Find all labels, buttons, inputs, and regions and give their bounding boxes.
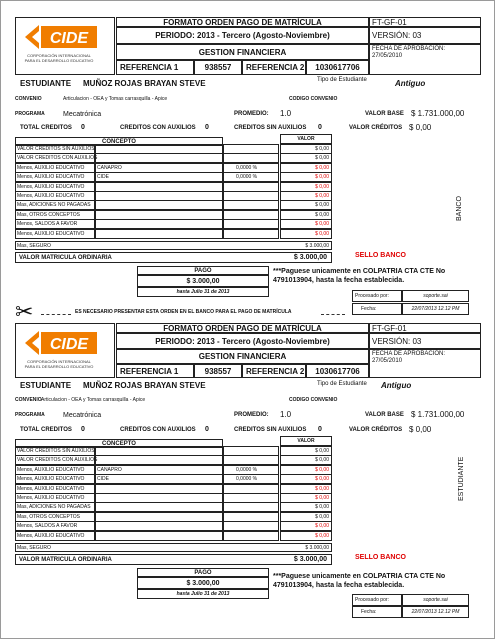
concept-label: Mas, ADICIONES NO PAGADAS	[15, 200, 95, 210]
programa-label: PROGRAMA	[15, 111, 45, 117]
programa-label: PROGRAMA	[15, 412, 45, 418]
concept-percent	[223, 229, 279, 239]
promedio-label: PROMEDIO:	[234, 111, 269, 117]
valor-base-value: $ 1.731.000,00	[411, 410, 465, 419]
codigo-convenio-label: CODIGO CONVENIO	[289, 397, 338, 403]
convenio-value: Articulacion - OEA y Tomas carrasquilla - Apice	[41, 397, 146, 403]
programa-value: Mecatrónica	[63, 412, 102, 419]
valor-base-value: $ 1.731.000,00	[411, 109, 465, 118]
concept-label: VALOR CREDITOS CON AUXILIOS	[17, 155, 98, 162]
promedio-value: 1.0	[280, 109, 292, 118]
concept-percent: 0,0000 %	[223, 474, 279, 484]
side-label-estudiante: ESTUDIANTE	[458, 456, 465, 501]
concepto-header: CONCEPTO	[15, 137, 223, 146]
concept-value: $ 0,00	[280, 229, 332, 239]
form-version: VERSIÓN: 03	[369, 333, 481, 349]
concept-label: Menos, AUXILIO EDUCATIVO	[15, 493, 95, 503]
valor-matricula-row: VALOR MATRICULA ORDINARIA $ 3.000,00	[15, 554, 332, 565]
creditos-sin-value: 0	[318, 426, 322, 433]
concept-percent: 0,0000 %	[223, 465, 279, 475]
concepto-header: CONCEPTO	[15, 439, 223, 448]
student-type-label: Tipo de Estudiante	[317, 77, 367, 83]
logo-brand-text: CIDE	[49, 30, 89, 47]
cut-note: ES NECESARIO PRESENTAR ESTA ORDEN EN EL BANCO PARA EL PAGO DE MATRÍCULA	[75, 309, 292, 315]
concept-value: $ 0,00	[280, 493, 332, 503]
creditos-con-label: CREDITOS CON AUXILIOS	[120, 427, 196, 433]
concept-detail	[95, 229, 223, 239]
valor-creditos-value: $ 0,00	[409, 123, 432, 132]
period-label: PERIODO: 2013 - Tercero (Agosto-Noviembre)	[116, 333, 369, 349]
cide-logo: CIDE CORPORACIÓN INTERNACIONAL PARA EL DESARROLLO EDUCATIVO	[19, 325, 99, 377]
concept-value: $ 0,00	[280, 502, 332, 512]
gestion-label: GESTION FINANCIERA	[116, 349, 369, 364]
concept-percent	[223, 531, 279, 541]
creditos-con-value: 0	[205, 426, 209, 433]
student-label: ESTUDIANTE	[20, 79, 72, 88]
scissors-icon: ✂	[15, 299, 34, 324]
ref2-value: 1030617706	[306, 60, 369, 75]
concept-value: $ 0,00	[280, 172, 332, 182]
form-code: FT-GF-01	[369, 323, 481, 333]
concept-label: Menos, AUXILIO EDUCATIVO	[15, 484, 95, 494]
concept-label: Menos, SALDOS A FAVOR	[15, 219, 95, 229]
programa-value: Mecatrónica	[63, 111, 102, 118]
pago-value: $ 3.000,00	[137, 275, 269, 287]
concept-label: Menos, SALDOS A FAVOR	[15, 521, 95, 531]
concept-value: $ 0,00	[280, 512, 332, 522]
concept-value: $ 0,00	[280, 446, 332, 456]
concept-value: $ 0,00	[280, 191, 332, 201]
concept-label: Mas, OTROS CONCEPTOS	[15, 210, 95, 220]
procesado-label: Procesado por:	[352, 290, 402, 302]
form-version: VERSIÓN: 03	[369, 27, 481, 44]
concept-label: Menos, AUXILIO EDUCATIVO	[15, 172, 95, 182]
student-name: MUÑOZ ROJAS BRAYAN STEVE	[83, 79, 206, 88]
pago-label: PAGO	[137, 568, 269, 577]
creditos-sin-label: CREDITOS SIN AUXILIOS	[234, 125, 307, 131]
concept-label: Menos, AUXILIO EDUCATIVO	[15, 531, 95, 541]
student-type-label: Tipo de Estudiante	[317, 381, 367, 387]
concept-detail: CIDE	[95, 474, 223, 484]
concept-value: $ 0,00	[280, 219, 332, 229]
concept-label: Mas, OTROS CONCEPTOS	[15, 512, 95, 522]
creditos-con-label: CREDITOS CON AUXILIOS	[120, 125, 196, 131]
concept-value: $ 0,00	[280, 153, 332, 163]
total-creditos-label: TOTAL CREDITOS	[20, 427, 72, 433]
concept-value: $ 0,00	[280, 484, 332, 494]
pago-deadline: hasta Julio 31 de 2013	[137, 287, 269, 297]
seguro-row: Mas, SEGURO $ 3.000,00	[15, 543, 332, 552]
concept-label: VALOR CREDITOS CON AUXILIOS	[17, 457, 98, 464]
procesado-value: soporte.sai	[402, 290, 469, 302]
pago-label: PAGO	[137, 266, 269, 275]
ref1-value: 938557	[194, 364, 242, 378]
concept-value: $ 0,00	[280, 474, 332, 484]
header-title: FORMATO ORDEN PAGO DE MATRÍCULA	[116, 17, 369, 27]
concept-value: $ 0,00	[280, 182, 332, 192]
valor-matricula-row: VALOR MATRICULA ORDINARIA $ 3.000,00	[15, 252, 332, 263]
seguro-row: Mas, SEGURO $ 3.000,00	[15, 241, 332, 250]
concept-value: $ 0,00	[280, 465, 332, 475]
ref1-label: REFERENCIA 1	[116, 364, 194, 378]
valor-creditos-label: VALOR CRÉDITOS	[349, 427, 403, 433]
valor-base-label: VALOR BASE	[365, 111, 404, 117]
fecha-label: Fecha:	[352, 303, 402, 315]
concept-detail: CANAPRO	[95, 465, 223, 475]
concept-value: $ 0,00	[280, 531, 332, 541]
concept-percent: 0,0000 %	[223, 163, 279, 173]
promedio-value: 1.0	[280, 410, 292, 419]
total-creditos-value: 0	[81, 426, 85, 433]
fecha-value: 22/07/2013 12.12 PM	[402, 606, 469, 618]
concept-value: $ 0,00	[280, 521, 332, 531]
concept-value: $ 0,00	[280, 163, 332, 173]
concept-detail: CANAPRO	[95, 163, 223, 173]
approval-date: FECHA DE APROBACIÓN: 27/05/2010	[369, 349, 481, 378]
promedio-label: PROMEDIO:	[234, 412, 269, 418]
procesado-label: Procesado por:	[352, 594, 402, 606]
creditos-sin-label: CREDITOS SIN AUXILIOS	[234, 427, 307, 433]
pago-value: $ 3.000,00	[137, 577, 269, 589]
concept-detail: CIDE	[95, 172, 223, 182]
cut-line-left	[41, 314, 71, 315]
concept-label: Menos, AUXILIO EDUCATIVO	[15, 465, 95, 475]
creditos-con-value: 0	[205, 124, 209, 131]
pago-deadline: hasta Julio 31 de 2013	[137, 589, 269, 599]
ref1-value: 938557	[194, 60, 242, 75]
concept-value: $ 0,00	[280, 200, 332, 210]
payment-note: ***Paguese unicamente en COLPATRIA CTA CTE No 4791013904, hasta la fecha establecida.	[273, 573, 446, 589]
logo-brand-text: CIDE	[49, 336, 89, 353]
concept-value: $ 0,00	[280, 455, 332, 465]
concept-label: Menos, AUXILIO EDUCATIVO	[15, 182, 95, 192]
form-code: FT-GF-01	[369, 17, 481, 27]
fecha-value: 22/07/2013 12.12 PM	[402, 303, 469, 315]
fecha-label: Fecha:	[352, 606, 402, 618]
concept-value: $ 0,00	[280, 144, 332, 154]
ref2-value: 1030617706	[306, 364, 369, 378]
gestion-label: GESTION FINANCIERA	[116, 44, 369, 60]
concept-label: Menos, AUXILIO EDUCATIVO	[15, 163, 95, 173]
valor-creditos-value: $ 0,00	[409, 425, 432, 434]
valor-header: VALOR	[280, 134, 332, 144]
ref2-label: REFERENCIA 2	[242, 364, 306, 378]
concept-percent: 0,0000 %	[223, 172, 279, 182]
codigo-convenio-label: CODIGO CONVENIO	[289, 96, 338, 102]
creditos-sin-value: 0	[318, 124, 322, 131]
concept-label: Menos, AUXILIO EDUCATIVO	[15, 474, 95, 484]
procesado-value: soporte.sai	[402, 594, 469, 606]
concept-label: Menos, AUXILIO EDUCATIVO	[15, 191, 95, 201]
convenio-label: CONVENIO	[15, 96, 42, 102]
ref2-label: REFERENCIA 2	[242, 60, 306, 75]
payment-note: ***Paguese unicamente en COLPATRIA CTA CTE No 4791013904, hasta la fecha establecida.	[273, 268, 446, 284]
approval-date: FECHA DE APROBACIÓN: 27/05/2010	[369, 44, 481, 75]
concept-label: VALOR CREDITOS SIN AUXILIOS	[17, 146, 95, 152]
ref1-label: REFERENCIA 1	[116, 60, 194, 75]
total-creditos-value: 0	[81, 124, 85, 131]
valor-base-label: VALOR BASE	[365, 412, 404, 418]
concept-label: Menos, AUXILIO EDUCATIVO	[15, 229, 95, 239]
header-title: FORMATO ORDEN PAGO DE MATRÍCULA	[116, 323, 369, 333]
student-label: ESTUDIANTE	[20, 381, 72, 390]
total-creditos-label: TOTAL CREDITOS	[20, 125, 72, 131]
student-name: MUÑOZ ROJAS BRAYAN STEVE	[83, 381, 206, 390]
period-label: PERIODO: 2013 - Tercero (Agosto-Noviembre)	[116, 27, 369, 44]
cut-line-right	[321, 314, 345, 315]
convenio-label: CONVENIO	[15, 397, 42, 403]
sello-banco: SELLO BANCO	[355, 554, 406, 561]
student-type-value: Antiguo	[381, 381, 412, 390]
sello-banco: SELLO BANCO	[355, 252, 406, 259]
student-type-value: Antiguo	[395, 79, 426, 88]
valor-creditos-label: VALOR CRÉDITOS	[349, 125, 403, 131]
concept-value: $ 0,00	[280, 210, 332, 220]
side-label-banco: BANCO	[456, 196, 463, 221]
valor-header: VALOR	[280, 436, 332, 446]
concept-label: Mas, ADICIONES NO PAGADAS	[15, 502, 95, 512]
concept-label: VALOR CREDITOS SIN AUXILIOS	[17, 448, 95, 454]
convenio-value: Articulacion - OEA y Tomas carrasquilla - Apice	[63, 96, 168, 102]
concept-detail	[95, 531, 223, 541]
cide-logo: CIDE CORPORACIÓN INTERNACIONAL PARA EL DESARROLLO EDUCATIVO	[19, 19, 99, 71]
